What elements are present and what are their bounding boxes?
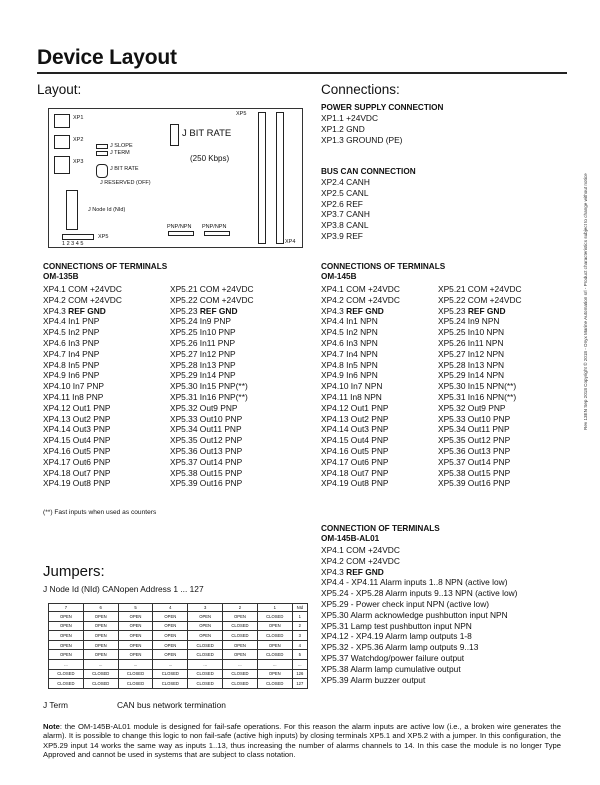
pnp-npn-label-1: PNP/NPN [167, 224, 192, 230]
table-cell: OPEN [118, 650, 153, 660]
table-cell: OPEN [118, 631, 153, 641]
pnp-npn-jumper-1 [168, 231, 194, 236]
table-row [49, 621, 308, 631]
table-cell: CLOSED [188, 679, 223, 689]
table-cell: ... [83, 659, 118, 669]
terminal-line: XP5.39 Out16 PNP [438, 478, 511, 489]
bus-line: XP2.5 CANL [321, 187, 369, 198]
table-cell: ... [188, 659, 223, 669]
table-row [49, 679, 308, 689]
table-cell: OPEN [83, 621, 118, 631]
terminal-line: XP5.29 In14 NPN [438, 370, 505, 381]
pnp-npn-label-2: PNP/NPN [202, 224, 227, 230]
connections-label: Connections: [321, 82, 400, 97]
table-row [49, 631, 308, 641]
terminal-line: XP4.3 REF GND [321, 305, 384, 316]
alarm-line: XP5.37 Watchdog/power failure output [321, 652, 465, 663]
terminal-line: XP4.16 Out5 PNP [43, 445, 111, 456]
table-cell: OPEN [257, 621, 292, 631]
pnp-npn-jumper-2 [204, 231, 230, 236]
terminal-line: XP4.8 In5 NPN [321, 359, 378, 370]
table-cell: OPEN [153, 631, 188, 641]
terminal-line: XP4.7 In4 PNP [43, 348, 100, 359]
terminal-line: XP5.36 Out13 PNP [170, 445, 243, 456]
power-line: XP1.2 GND [321, 123, 365, 134]
j-bit-rate-big-jumper [170, 124, 179, 146]
bus-line: XP3.7 CANH [321, 209, 370, 220]
terminal-line: XP4.1 COM +24VDC [43, 284, 122, 294]
terminal-line: XP5.27 In12 PNP [170, 348, 236, 359]
terminal-line: XP5.21 COM +24VDC [438, 284, 522, 294]
terminal-line: XP4.1 COM +24VDC [321, 284, 400, 294]
terminal-line: XP4.15 Out4 PNP [321, 435, 389, 446]
table-cell: ... [257, 659, 292, 669]
j-slope-label: J SLOPE [110, 143, 133, 149]
terminal-line: XP5.25 In10 PNP [170, 327, 236, 338]
power-line: XP1.3 GROUND (PE) [321, 134, 403, 145]
terminal-line: XP5.38 Out15 PNP [438, 467, 511, 478]
alarm-line: XP5.32 - XP5.36 Alarm lamp outputs 9..13 [321, 642, 479, 653]
table-cell: OPEN [118, 621, 153, 631]
terminal-line: XP4.2 COM +24VDC [321, 294, 400, 305]
table-cell: 126 [292, 669, 307, 679]
table-row [49, 659, 308, 669]
table-cell: CLOSED [83, 679, 118, 689]
terminal-line: XP4.17 Out6 PNP [43, 456, 111, 467]
table-cell: 127 [292, 679, 307, 689]
table-cell: CLOSED [257, 650, 292, 660]
table-header-cell: 6 [83, 604, 118, 612]
j-bit-rate-jumper [96, 164, 108, 178]
table-cell: OPEN [83, 612, 118, 622]
xp1-connector [54, 114, 70, 128]
terminal-line: XP5.31 In16 PNP(**) [170, 391, 248, 402]
table-header-cell: 5 [118, 604, 153, 612]
board-diagram [48, 108, 303, 248]
om145b-model: OM-145B [321, 272, 357, 281]
al01-list [321, 545, 517, 685]
terminal-line: XP4.11 In8 NPN [321, 391, 382, 402]
power-header: POWER SUPPLY CONNECTION [321, 103, 444, 112]
terminal-line: XP5.22 COM +24VDC [438, 294, 522, 305]
terminal-line: XP4.11 In8 PNP [43, 391, 104, 402]
terminal-line: XP4.12 Out1 PNP [321, 402, 389, 413]
terminal-line: XP5.32 Out9 PNP [170, 402, 238, 413]
om135b-left-list [43, 284, 122, 489]
kbps-label: (250 Kbps) [190, 154, 230, 163]
alarm-line: XP5.31 Lamp test pushbutton input NPN [321, 620, 472, 631]
table-cell: OPEN [153, 640, 188, 650]
terminal-line: XP5.26 In11 NPN [438, 337, 504, 348]
table-header-cell: NId [292, 604, 307, 612]
alarm-line: XP5.30 Alarm acknowledge pushbutton input NPN [321, 609, 508, 620]
terminal-line: XP5.37 Out14 PNP [170, 456, 243, 467]
terminal-line: XP5.24 In9 NPN [438, 316, 500, 327]
table-cell: 5 [292, 650, 307, 660]
table-cell: ... [153, 659, 188, 669]
terminal-line: XP5.28 In13 PNP [170, 359, 236, 370]
terminal-line: XP4.18 Out7 PNP [321, 467, 389, 478]
om145b-header: CONNECTIONS OF TERMINALS [321, 262, 446, 271]
table-cell: OPEN [257, 669, 292, 679]
terminal-line: XP4.9 In6 NPN [321, 370, 378, 381]
table-cell: CLOSED [223, 631, 258, 641]
bottom-pin-numbers: 1 2 3 4 5 [62, 241, 84, 247]
power-line: XP1.1 +24VDC [321, 113, 379, 123]
om135b-right-list [170, 284, 254, 489]
xp5-small-connector [62, 234, 94, 240]
page-title: Device Layout [37, 46, 177, 69]
terminal-line: XP5.34 Out11 PNP [170, 424, 242, 435]
terminal-line: XP4.14 Out3 PNP [321, 424, 389, 435]
alarm-line: XP4.1 COM +24VDC [321, 545, 400, 555]
alarm-line: XP5.29 - Power check input NPN (active low) [321, 598, 490, 609]
table-header-row [49, 604, 308, 612]
jumpers-title: Jumpers: [43, 563, 105, 580]
table-cell: CLOSED [257, 631, 292, 641]
table-cell: ... [49, 659, 84, 669]
terminal-line: XP4.8 In5 PNP [43, 359, 100, 370]
xp4-terminal-strip [276, 112, 284, 244]
table-cell: CLOSED [223, 679, 258, 689]
j-node-label: J Node Id (NId) [88, 207, 126, 213]
table-cell: CLOSED [223, 669, 258, 679]
table-cell: OPEN [188, 621, 223, 631]
table-cell: CLOSED [188, 650, 223, 660]
terminal-line: XP4.10 In7 NPN [321, 381, 383, 392]
terminal-line: XP4.9 In6 PNP [43, 370, 100, 381]
xp5-small-label: XP5 [98, 234, 109, 240]
table-cell: CLOSED [153, 679, 188, 689]
table-header-cell: 3 [188, 604, 223, 612]
table-cell: 2 [292, 621, 307, 631]
table-cell: OPEN [188, 631, 223, 641]
terminal-line: XP5.23 REF GND [170, 305, 238, 316]
jterm-description: CAN bus network termination [117, 700, 226, 710]
note-label: Note [43, 722, 60, 731]
table-cell: CLOSED [257, 679, 292, 689]
terminal-line: XP4.5 In2 NPN [321, 327, 378, 338]
table-row [49, 669, 308, 679]
table-cell: 3 [292, 631, 307, 641]
bus-line: XP3.9 REF [321, 230, 363, 241]
table-cell: CLOSED [188, 669, 223, 679]
terminal-line: XP4.17 Out6 PNP [321, 456, 389, 467]
terminal-line: XP5.30 In15 PNP(**) [170, 381, 248, 392]
al01-model: OM-145B-AL01 [321, 534, 380, 543]
alarm-line: XP5.38 Alarm lamp cumulative output [321, 663, 461, 674]
terminal-line: XP4.5 In2 PNP [43, 327, 100, 338]
terminal-line: XP4.15 Out4 PNP [43, 435, 111, 446]
j-term-jumper [96, 151, 108, 156]
om135b-header: CONNECTIONS OF TERMINALS [43, 262, 168, 271]
table-row [49, 612, 308, 622]
terminal-line: XP5.23 REF GND [438, 305, 506, 316]
table-header-cell: 7 [49, 604, 84, 612]
terminal-line: XP5.31 In16 NPN(**) [438, 391, 517, 402]
om145b-left-list [321, 284, 400, 489]
table-cell: ... [118, 659, 153, 669]
alarm-line: XP5.39 Alarm buzzer output [321, 674, 426, 685]
terminal-line: XP4.4 In1 PNP [43, 316, 100, 327]
om145b-right-list [438, 284, 522, 489]
table-cell: CLOSED [49, 669, 84, 679]
table-cell: OPEN [223, 612, 258, 622]
node-id-jumper-block [66, 190, 78, 230]
om135b-footnote: (**) Fast inputs when used as counters [43, 509, 157, 516]
table-cell: CLOSED [257, 612, 292, 622]
table-row [49, 640, 308, 650]
table-cell: OPEN [49, 640, 84, 650]
terminal-line: XP4.13 Out2 PNP [321, 413, 389, 424]
table-cell: OPEN [49, 631, 84, 641]
table-cell: OPEN [83, 640, 118, 650]
terminal-line: XP5.29 In14 PNP [170, 370, 236, 381]
table-cell: OPEN [223, 650, 258, 660]
j-term-label: J TERM [110, 150, 130, 156]
terminal-line: XP4.4 In1 NPN [321, 316, 378, 327]
xp2-label: XP2 [73, 137, 84, 143]
terminal-line: XP4.7 In4 NPN [321, 348, 378, 359]
xp5-terminal-strip [258, 112, 266, 244]
table-cell: OPEN [153, 612, 188, 622]
table-cell: OPEN [257, 640, 292, 650]
terminal-line: XP5.30 In15 NPN(**) [438, 381, 517, 392]
terminal-line: XP5.35 Out12 PNP [170, 435, 243, 446]
om135b-model: OM-135B [43, 272, 79, 281]
table-cell: ... [223, 659, 258, 669]
table-cell: OPEN [118, 640, 153, 650]
table-cell: CLOSED [223, 621, 258, 631]
xp3-connector [54, 156, 70, 174]
terminal-line: XP5.36 Out13 PNP [438, 445, 511, 456]
terminal-line: XP5.33 Out10 PNP [170, 413, 243, 424]
table-cell: OPEN [118, 612, 153, 622]
terminal-line: XP5.26 In11 PNP [170, 337, 236, 348]
xp5-right-label: XP5 [236, 111, 247, 117]
terminal-line: XP5.34 Out11 PNP [438, 424, 510, 435]
table-cell: OPEN [49, 621, 84, 631]
j-slope-jumper [96, 144, 108, 149]
xp2-connector [54, 135, 70, 149]
table-cell: CLOSED [49, 679, 84, 689]
node-id-table [48, 603, 308, 689]
j-bit-rate-label: J BIT RATE [182, 128, 232, 139]
table-cell: CLOSED [83, 669, 118, 679]
title-divider [37, 72, 567, 74]
terminal-line: XP5.22 COM +24VDC [170, 294, 254, 305]
table-cell: CLOSED [188, 640, 223, 650]
terminal-line: XP4.19 Out8 PNP [43, 478, 111, 489]
terminal-line: XP4.18 Out7 PNP [43, 467, 111, 478]
terminal-line: XP4.2 COM +24VDC [43, 294, 122, 305]
terminal-line: XP4.3 REF GND [43, 305, 106, 316]
bus-line: XP2.6 REF [321, 198, 363, 209]
note-text: : the OM-145B-AL01 module is designed for fail-safe operations. For this reason the alarm inputs are active low (i.e., a broken wire generates the alarm). It is possible to change this logic to non fail-safe (active high inputs) by closing terminals XP5.1 and XP5.2 with a jumper. In this configuration, the XP5.29 input 14 works the same way as inputs 1..13, thus increasing the number of alarms channels to 14. In this case the module is no longer Type Approved and cannot be used in systems that are subject to class notation. [43, 722, 561, 760]
bus-line: XP2.4 CANH [321, 177, 370, 187]
alarm-line: XP4.3 REF GND [321, 566, 384, 577]
terminal-line: XP5.37 Out14 PNP [438, 456, 511, 467]
table-header-cell: 4 [153, 604, 188, 612]
terminal-line: XP4.19 Out8 PNP [321, 478, 389, 489]
alarm-line: XP5.24 - XP5.28 Alarm inputs 9..13 NPN (active low) [321, 588, 518, 599]
table-cell: OPEN [153, 621, 188, 631]
side-copyright: Rev 13EN Sep 2018 Copyright © 2018 - Onyx Marine Automation srl - Product characteristics subject to change without notice [583, 173, 588, 430]
table-cell: OPEN [83, 631, 118, 641]
note-paragraph [43, 722, 561, 760]
bus-header: BUS CAN CONNECTION [321, 167, 416, 176]
layout-label: Layout: [37, 82, 82, 97]
table-header-cell: 1 [257, 604, 292, 612]
terminal-line: XP5.35 Out12 PNP [438, 435, 511, 446]
terminal-line: XP5.39 Out16 PNP [170, 478, 243, 489]
terminal-line: XP4.10 In7 PNP [43, 381, 104, 392]
terminal-line: XP4.16 Out5 PNP [321, 445, 389, 456]
terminal-line: XP5.32 Out9 PNP [438, 402, 506, 413]
j-bit-rate-small-label: J BIT RATE [110, 166, 139, 172]
table-cell: OPEN [49, 612, 84, 622]
table-cell: OPEN [188, 612, 223, 622]
xp1-label: XP1 [73, 115, 84, 121]
al01-header: CONNECTION OF TERMINALS [321, 524, 440, 533]
terminal-line: XP5.28 In13 NPN [438, 359, 505, 370]
terminal-line: XP4.12 Out1 PNP [43, 402, 111, 413]
j-reserved-label: J RESERVED (OFF) [100, 180, 151, 186]
table-cell: 1 [292, 612, 307, 622]
table-cell: OPEN [83, 650, 118, 660]
table-cell: OPEN [49, 650, 84, 660]
alarm-line: XP4.4 - XP4.11 Alarm inputs 1..8 NPN (active low) [321, 577, 508, 588]
table-cell: CLOSED [153, 669, 188, 679]
terminal-line: XP5.21 COM +24VDC [170, 284, 254, 294]
terminal-line: XP4.13 Out2 PNP [43, 413, 111, 424]
terminal-line: XP4.6 In3 PNP [43, 337, 100, 348]
jumpers-subtitle: J Node Id (NId) CANopen Address 1 ... 127 [43, 584, 204, 594]
alarm-line: XP4.2 COM +24VDC [321, 555, 400, 566]
terminal-line: XP4.14 Out3 PNP [43, 424, 111, 435]
table-cell: OPEN [153, 650, 188, 660]
table-cell: CLOSED [118, 679, 153, 689]
alarm-line: XP4.12 - XP4.19 Alarm lamp outputs 1-8 [321, 631, 472, 642]
terminal-line: XP5.25 In10 NPN [438, 327, 505, 338]
table-cell: ... [292, 659, 307, 669]
table-cell: CLOSED [118, 669, 153, 679]
table-row [49, 650, 308, 660]
terminal-line: XP5.24 In9 PNP [170, 316, 231, 327]
xp3-label: XP3 [73, 159, 84, 165]
xp4-label: XP4 [285, 239, 296, 245]
table-header-cell: 2 [223, 604, 258, 612]
bus-line: XP3.8 CANL [321, 220, 369, 231]
table-cell: 4 [292, 640, 307, 650]
terminal-line: XP4.6 In3 NPN [321, 337, 378, 348]
terminal-line: XP5.27 In12 NPN [438, 348, 505, 359]
table-cell: OPEN [223, 640, 258, 650]
terminal-line: XP5.33 Out10 PNP [438, 413, 511, 424]
jterm-label: J Term [43, 700, 68, 710]
terminal-line: XP5.38 Out15 PNP [170, 467, 243, 478]
